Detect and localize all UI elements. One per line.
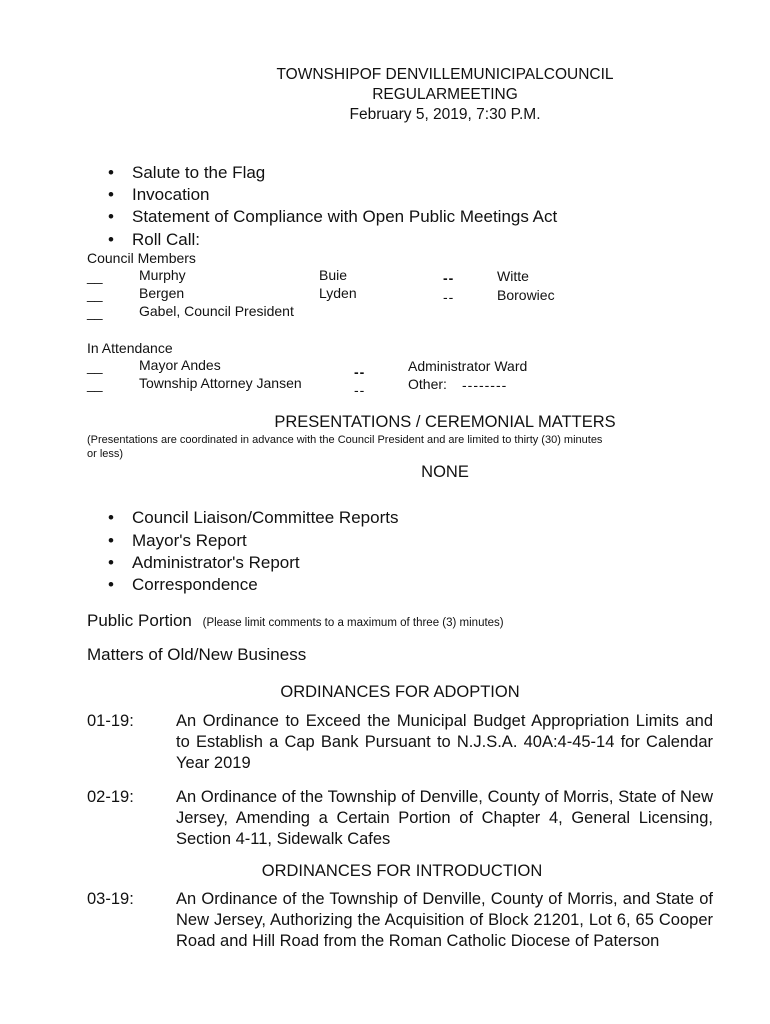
agenda-item-label: Administrator's Report [132,553,300,572]
agenda-item: • Mayor's Report [108,531,247,550]
attendee-attorney: Township Attorney Jansen [139,375,302,391]
agenda-item: • Roll Call: [108,230,201,249]
member-borowiec: Borowiec [497,287,555,303]
roll-call-mark: -- [354,382,366,398]
ordinance-text: An Ordinance of the Township of Denville, County of Morris, State of New Jersey, Amending a Certain Portion of Chapter 4, General Licensing, Section 4-11, Sidewalk Cafes [176,788,713,848]
ordinance-text: An Ordinance of the Township of Denville, County of Morris, and State of New Jersey, Authorizing the Acquisition of Block 21201, Lot 6, 65 Cooper Road and Hill Road from the Roman Catholic Diocese of Paterson [176,890,713,950]
public-portion-label: Public Portion [87,611,192,630]
member-gabel: Gabel, Council President [139,303,294,319]
member-bergen: Bergen [139,285,185,301]
agenda-item: • Correspondence [108,575,258,594]
attendance-heading: In Attendance [87,340,173,356]
ordinance-text: An Ordinance to Exceed the Municipal Budget Appropriation Limits and to Establish a Cap Bank Pursuant to N.J.S.A. 40A:4-45-14 for Calendar Year 2019 [176,712,713,772]
roll-call-blank: __ [87,304,103,320]
attendee-other: Other: [408,376,447,392]
agenda-item: • Council Liaison/Committee Reports [108,508,399,527]
agenda-item: • Statement of Compliance with Open Public Meetings Act [108,207,558,226]
old-new-business: Matters of Old/New Business [87,645,307,664]
member-lyden: Lyden [319,285,357,301]
roll-call-mark: -- [354,364,366,380]
agenda-item-label: Correspondence [132,575,258,594]
presentations-none: NONE [421,463,469,481]
ordinances-introduction-title: ORDINANCES FOR INTRODUCTION [261,862,543,880]
roll-call-blank: __ [87,376,103,392]
agenda-item-label: Invocation [132,185,210,204]
attendee-administrator: Administrator Ward [408,358,528,374]
member-murphy: Murphy [139,267,186,283]
public-portion-note: (Please limit comments to a maximum of three (3) minutes) [202,617,504,629]
agenda-item-label: Council Liaison/Committee Reports [132,508,399,527]
presentations-note: (Presentations are coordinated in advance with the Council President and are limited to thirty (30) minutes [87,434,603,446]
council-members-heading: Council Members [87,250,196,266]
roll-call-blank: __ [87,286,103,302]
presentations-title: PRESENTATIONS / CEREMONIAL MATTERS [274,413,616,431]
other-blank-line: -------- [462,377,508,393]
agenda-item: • Invocation [108,185,210,204]
ordinance-number: 02-19: [87,788,134,806]
agenda-item: • Salute to the Flag [108,163,266,182]
attendee-mayor: Mayor Andes [139,357,221,373]
agenda-item-label: Mayor's Report [132,531,247,550]
member-buie: Buie [319,267,348,283]
roll-call-mark: -- [443,289,455,305]
agenda-item-label: Salute to the Flag [132,163,266,182]
public-portion [87,611,504,631]
agenda-item: • Administrator's Report [108,553,300,572]
roll-call-mark: -- [443,270,455,286]
ordinances-adoption-title: ORDINANCES FOR ADOPTION [280,683,520,701]
ordinance-number: 03-19: [87,890,134,908]
doc-title: TOWNSHIPOF DENVILLEMUNICIPALCOUNCIL [276,66,614,83]
member-witte: Witte [497,268,529,284]
roll-call-blank: __ [87,358,103,374]
meeting-date: February 5, 2019, 7:30 P.M. [349,106,541,123]
agenda-item-label: Statement of Compliance with Open Public Meetings Act [132,207,558,226]
roll-call-blank: __ [87,268,103,284]
agenda-item-label: Roll Call: [132,230,201,249]
ordinance-number: 01-19: [87,712,134,730]
presentations-note-cont: or less) [87,448,124,460]
meeting-type: REGULARMEETING [372,86,518,103]
